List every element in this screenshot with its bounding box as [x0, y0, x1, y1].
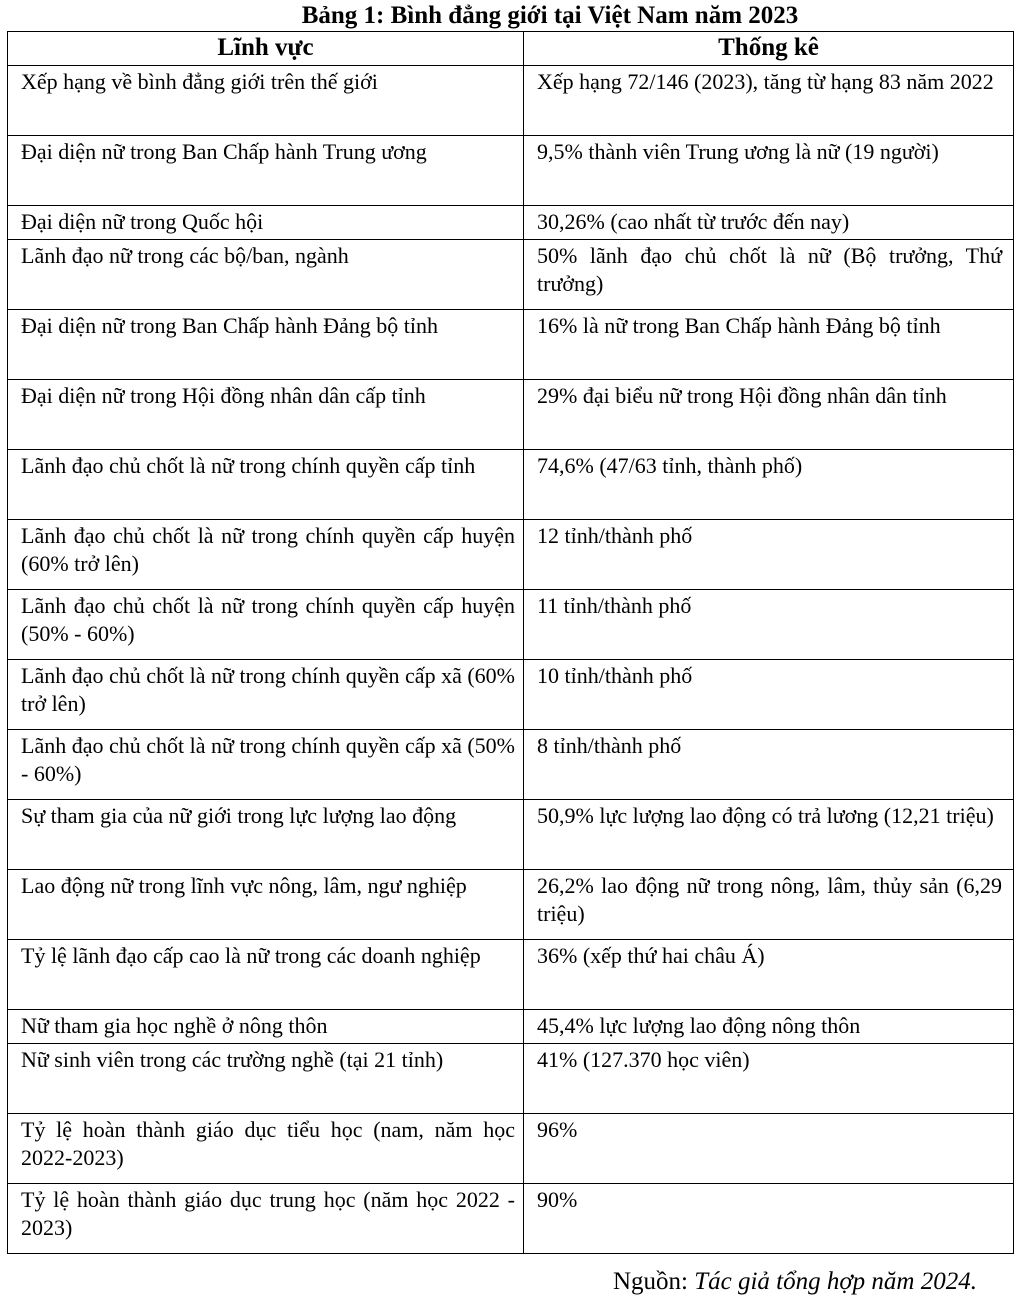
field-cell: Lãnh đạo chủ chốt là nữ trong chính quyền cấp huyện (50% - 60%) — [8, 590, 524, 660]
table-row — [8, 730, 1014, 800]
stat-cell: 45,4% lực lượng lao động nông thôn — [524, 1010, 1014, 1044]
stat-cell: 12 tỉnh/thành phố — [524, 520, 1014, 590]
field-cell: Đại diện nữ trong Ban Chấp hành Trung ương — [8, 136, 524, 206]
source-note — [613, 1266, 977, 1298]
table-row — [8, 136, 1014, 206]
table-row — [8, 240, 1014, 310]
header-statistics: Thống kê — [524, 32, 1014, 66]
stat-cell: 9,5% thành viên Trung ương là nữ (19 người) — [524, 136, 1014, 206]
stat-cell: 50% lãnh đạo chủ chốt là nữ (Bộ trưởng, Thứ trưởng) — [524, 240, 1014, 310]
stat-cell: 29% đại biểu nữ trong Hội đồng nhân dân tỉnh — [524, 380, 1014, 450]
field-cell: Xếp hạng về bình đẳng giới trên thế giới — [8, 66, 524, 136]
table-row — [8, 940, 1014, 1010]
field-cell: Lãnh đạo nữ trong các bộ/ban, ngành — [8, 240, 524, 310]
field-cell: Lãnh đạo chủ chốt là nữ trong chính quyền cấp xã (60% trở lên) — [8, 660, 524, 730]
stat-cell: 50,9% lực lượng lao động có trả lương (12,21 triệu) — [524, 800, 1014, 870]
table-row — [8, 206, 1014, 240]
stat-cell: 74,6% (47/63 tỉnh, thành phố) — [524, 450, 1014, 520]
source-label: Nguồn: — [612, 1268, 695, 1295]
table-row — [8, 1010, 1014, 1044]
field-cell: Nữ tham gia học nghề ở nông thôn — [8, 1010, 524, 1044]
field-cell: Tỷ lệ lãnh đạo cấp cao là nữ trong các doanh nghiệp — [8, 940, 524, 1010]
table-row — [8, 450, 1014, 520]
stat-cell: 96% — [524, 1114, 1014, 1184]
header-field: Lĩnh vực — [8, 32, 524, 66]
table-row — [8, 380, 1014, 450]
stat-cell: 16% là nữ trong Ban Chấp hành Đảng bộ tỉnh — [524, 310, 1014, 380]
table-row — [8, 590, 1014, 660]
source-text: Tác giả tổng hợp năm 2024. — [694, 1268, 977, 1295]
field-cell: Lao động nữ trong lĩnh vực nông, lâm, ngư nghiệp — [8, 870, 524, 940]
table-row — [8, 66, 1014, 136]
table-row — [8, 660, 1014, 730]
stat-cell: 26,2% lao động nữ trong nông, lâm, thủy sản (6,29 triệu) — [524, 870, 1014, 940]
field-cell: Lãnh đạo chủ chốt là nữ trong chính quyền cấp huyện (60% trở lên) — [8, 520, 524, 590]
stat-cell: 90% — [524, 1184, 1014, 1254]
field-cell: Sự tham gia của nữ giới trong lực lượng lao động — [8, 800, 524, 870]
table-header-row — [8, 32, 1014, 66]
stat-cell: 36% (xếp thứ hai châu Á) — [524, 940, 1014, 1010]
stat-cell: 30,26% (cao nhất từ trước đến nay) — [524, 206, 1014, 240]
field-cell: Tỷ lệ hoàn thành giáo dục trung học (năm học 2022 - 2023) — [8, 1184, 524, 1254]
gender-equality-table — [7, 31, 1014, 1254]
table-row — [8, 800, 1014, 870]
field-cell: Tỷ lệ hoàn thành giáo dục tiểu học (nam, năm học 2022-2023) — [8, 1114, 524, 1184]
table-row — [8, 1044, 1014, 1114]
table-row — [8, 520, 1014, 590]
stat-cell: 10 tỉnh/thành phố — [524, 660, 1014, 730]
stat-cell: 11 tỉnh/thành phố — [524, 590, 1014, 660]
field-cell: Đại diện nữ trong Ban Chấp hành Đảng bộ tỉnh — [8, 310, 524, 380]
field-cell: Đại diện nữ trong Quốc hội — [8, 206, 524, 240]
table-row — [8, 310, 1014, 380]
table-row — [8, 1184, 1014, 1254]
stat-cell: 41% (127.370 học viên) — [524, 1044, 1014, 1114]
stat-cell: 8 tỉnh/thành phố — [524, 730, 1014, 800]
table-title: Bảng 1: Bình đẳng giới tại Việt Nam năm 2023 — [301, 2, 799, 29]
field-cell: Đại diện nữ trong Hội đồng nhân dân cấp tỉnh — [8, 380, 524, 450]
field-cell: Nữ sinh viên trong các trường nghề (tại 21 tỉnh) — [8, 1044, 524, 1114]
table-row — [8, 1114, 1014, 1184]
field-cell: Lãnh đạo chủ chốt là nữ trong chính quyền cấp xã (50% - 60%) — [8, 730, 524, 800]
field-cell: Lãnh đạo chủ chốt là nữ trong chính quyền cấp tỉnh — [8, 450, 524, 520]
table-row — [8, 870, 1014, 940]
stat-cell: Xếp hạng 72/146 (2023), tăng từ hạng 83 năm 2022 — [524, 66, 1014, 136]
